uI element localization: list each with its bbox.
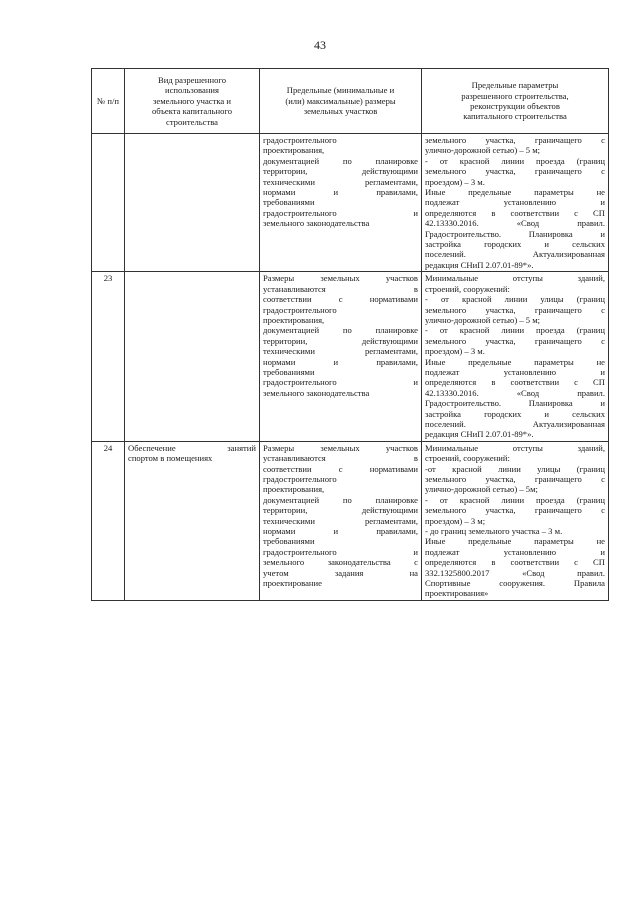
cell-line: требованиями: [263, 366, 315, 377]
header-plot-sizes: [260, 69, 422, 134]
cell-line: проездом) – 3 м.: [425, 346, 485, 357]
header-number: [92, 69, 125, 134]
cell-line: земельного участка, граничащего с: [425, 505, 605, 516]
cell-build-params: [422, 272, 609, 442]
cell-line: застройка городских и сельских: [425, 408, 605, 419]
cell-line: градостроительного и: [263, 546, 418, 557]
cell-build-params: [422, 441, 609, 600]
cell-line: земельного законодательства: [263, 387, 370, 398]
cell-line: земельного участка, граничащего с: [425, 474, 605, 484]
header-line: земельного участка и: [153, 95, 231, 106]
cell-line: Размеры земельных участков: [263, 273, 418, 284]
cell-line: улично-дорожной сетью) – 5 м;: [425, 314, 541, 325]
cell-line: Иные предельные параметры не: [425, 187, 605, 198]
header-line: земельных участков: [303, 106, 378, 117]
cell-line: - до границ земельного участка – 3 м.: [425, 526, 563, 537]
cell-line: Размеры земельных участков: [263, 442, 418, 453]
header-line: Вид разрешенного: [157, 74, 226, 85]
header-build-params: [422, 69, 609, 134]
cell-line: нормами и правилами,: [263, 526, 418, 537]
cell-line: техническими регламентами,: [263, 176, 418, 187]
cell-line: подлежат установлению и: [425, 197, 605, 208]
cell-line: спортом в помещениях: [128, 453, 213, 464]
cell-line: проектирования,: [263, 484, 325, 495]
cell-line: территории, действующими: [263, 335, 418, 346]
cell-line: Иные предельные параметры не: [425, 536, 605, 547]
cell-line: определяются в соответствии с СП: [425, 377, 605, 388]
header-line: (или) максимальные) размеры: [285, 95, 396, 106]
table-row: [92, 134, 609, 272]
cell-line: техническими регламентами,: [263, 515, 418, 526]
cell-line: документацией по планировке: [263, 494, 418, 505]
cell-line: территории, действующими: [263, 505, 418, 516]
cell-line: градостроительного и: [263, 207, 418, 218]
cell-line: редакция СНиП 2.07.01-89*».: [425, 429, 534, 440]
cell-line: требованиями: [263, 197, 315, 208]
header-number-text: № п/п: [97, 95, 119, 106]
cell-plot-sizes: [260, 441, 422, 600]
cell-line: - от красной линии проезда (границ: [425, 325, 605, 336]
regulations-table: [91, 68, 609, 601]
cell-line: градостроительного: [263, 304, 337, 315]
cell-line: Минимальные отступы зданий,: [425, 442, 605, 453]
cell-line: учетом задания на: [263, 567, 418, 578]
cell-line: документацией по планировке: [263, 325, 418, 336]
cell-line: застройка городских и сельских: [425, 239, 605, 250]
cell-line: строений, сооружений:: [425, 453, 510, 464]
cell-use-type: [125, 134, 260, 272]
cell-plot-sizes: [260, 134, 422, 272]
header-line: использования: [165, 85, 219, 96]
cell-line: земельного законодательства с: [263, 557, 418, 568]
cell-line: поселений. Актуализированная: [425, 249, 605, 260]
cell-line: требованиями: [263, 536, 315, 547]
cell-build-params: [422, 134, 609, 272]
cell-line: нормами и правилами,: [263, 187, 418, 198]
cell-line: нормами и правилами,: [263, 356, 418, 367]
header-line: Предельные (минимальные и: [286, 85, 395, 96]
cell-line: Градостроительство. Планировка и: [425, 398, 605, 409]
row-number: [92, 134, 125, 272]
cell-line: определяются в соответствии с СП: [425, 557, 605, 568]
cell-line: градостроительного: [263, 135, 337, 145]
cell-line: проектирования,: [263, 145, 325, 156]
cell-line: градостроительного и: [263, 377, 418, 388]
cell-line: Минимальные отступы зданий,: [425, 273, 605, 284]
cell-line: земельного участка, граничащего с: [425, 166, 605, 177]
cell-line: подлежат установлению и: [425, 546, 605, 557]
cell-line: проездом) – 3 м;: [425, 515, 486, 526]
cell-line: подлежат установлению и: [425, 366, 605, 377]
cell-line: Иные предельные параметры не: [425, 356, 605, 367]
cell-line: проектирования,: [263, 314, 325, 325]
cell-line: 332.1325800.2017 «Свод правил.: [425, 567, 605, 578]
cell-line: документацией по планировке: [263, 155, 418, 166]
cell-line: техническими регламентами,: [263, 346, 418, 357]
cell-line: Градостроительство. Планировка и: [425, 228, 605, 239]
cell-line: проектирования»: [425, 588, 489, 599]
row-number: 23: [92, 272, 125, 442]
header-line: разрешенного строительства,: [461, 90, 569, 101]
table-row: [92, 441, 609, 600]
cell-line: градостроительного: [263, 474, 337, 484]
cell-line: 42.13330.2016. «Свод правил.: [425, 218, 605, 229]
cell-line: территории, действующими: [263, 166, 418, 177]
cell-line: проектирование: [263, 578, 322, 589]
cell-line: - от красной линии проезда (границ: [425, 155, 605, 166]
cell-line: строений, сооружений:: [425, 283, 510, 294]
cell-line: проездом) – 3 м.: [425, 176, 485, 187]
cell-line: устанавливаются в: [263, 283, 418, 294]
cell-line: редакция СНиП 2.07.01-89*».: [425, 259, 534, 270]
cell-line: поселений. Актуализированная: [425, 418, 605, 429]
cell-line: соответствии с нормативами: [263, 294, 418, 305]
cell-line: земельного участка, граничащего с: [425, 135, 605, 145]
cell-line: устанавливаются в: [263, 453, 418, 464]
cell-line: определяются в соответствии с СП: [425, 207, 605, 218]
table-row: [92, 272, 609, 442]
cell-use-type: [125, 441, 260, 600]
header-line: строительства: [166, 116, 218, 127]
table-header-row: [92, 69, 609, 134]
header-line: реконструкции объектов: [470, 101, 560, 111]
cell-line: Обеспечение занятий: [128, 442, 256, 453]
page-number: 43: [314, 38, 326, 52]
cell-line: земельного участка, граничащего с: [425, 335, 605, 346]
cell-line: -от красной линии улицы (границ: [425, 463, 605, 474]
cell-line: земельного участка, граничащего с: [425, 304, 605, 315]
cell-line: улично-дорожной сетью) – 5м;: [425, 484, 538, 495]
cell-line: улично-дорожной сетью) – 5 м;: [425, 145, 541, 156]
cell-plot-sizes: [260, 272, 422, 442]
header-line: капитального строительства: [463, 111, 567, 122]
cell-line: земельного законодательства: [263, 218, 370, 229]
cell-line: - от красной линии проезда (границ: [425, 494, 605, 505]
header-use-type: [125, 69, 260, 134]
cell-line: соответствии с нормативами: [263, 463, 418, 474]
row-number: 24: [92, 441, 125, 600]
cell-line: 42.13330.2016. «Свод правил.: [425, 387, 605, 398]
cell-line: - от красной линии улицы (границ: [425, 294, 605, 305]
header-line: Предельные параметры: [471, 80, 559, 91]
cell-line: Спортивные сооружения. Правила: [425, 578, 605, 589]
header-line: объекта капитального: [151, 106, 232, 117]
cell-use-type: [125, 272, 260, 442]
